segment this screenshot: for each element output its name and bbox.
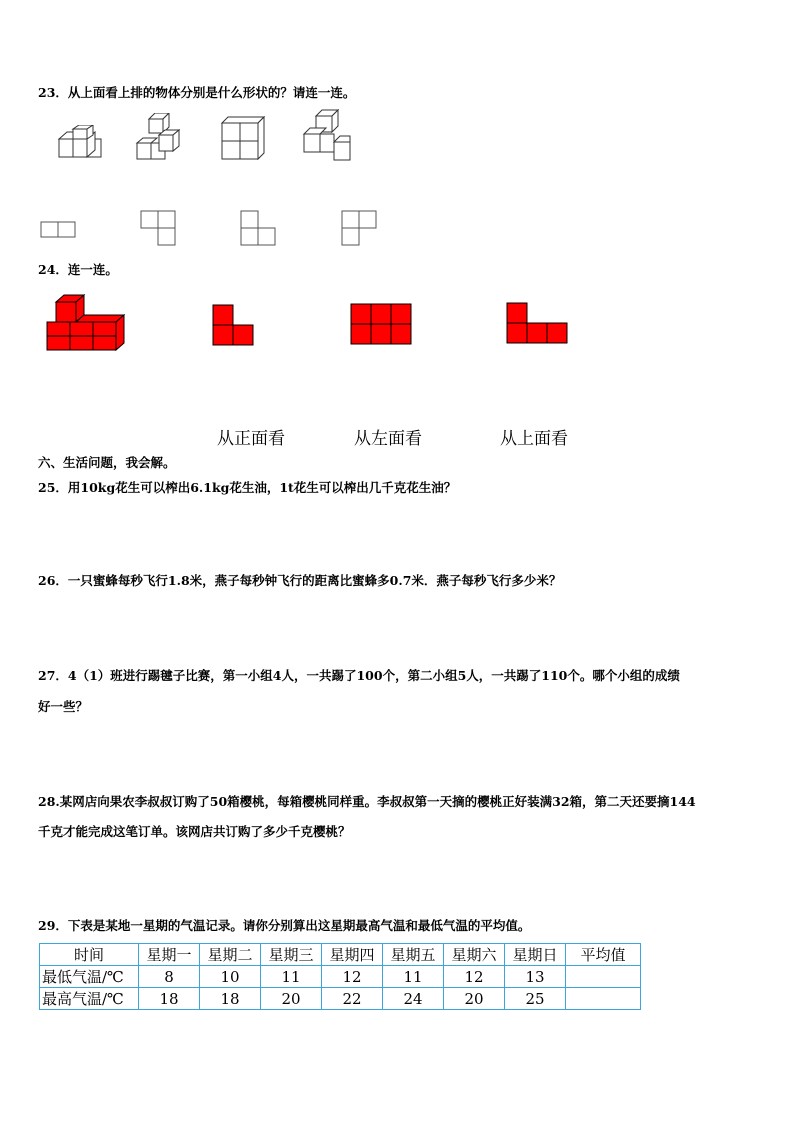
question-29: 29．下表是某地一星期的气温记录。请你分别算出这星期最高气温和最低气温的平均值。 [38, 918, 531, 933]
table-cell-average[interactable] [566, 988, 641, 1010]
table-header-cell: 星期四 [322, 944, 383, 966]
question-27-line2: 好一些？ [38, 699, 89, 714]
table-cell: 24 [383, 988, 444, 1010]
table-header-cell: 星期五 [383, 944, 444, 966]
table-cell: 20 [261, 988, 322, 1010]
question-25: 25．用10kg花生可以榨出6.1kg花生油，1t花生可以榨出几千克花生油？ [38, 480, 457, 495]
section-6-heading: 六、生活问题，我会解。 [38, 455, 176, 470]
table-cell: 8 [139, 966, 200, 988]
red-cube-structure [44, 292, 128, 354]
label-top-view: 从上面看 [500, 429, 568, 449]
cube-figure-1 [55, 125, 105, 161]
table-header-cell: 时间 [40, 944, 139, 966]
label-front-view: 从正面看 [217, 429, 285, 449]
table-header-cell: 星期二 [200, 944, 261, 966]
table-cell: 20 [444, 988, 505, 1010]
question-23: 23．从上面看上排的物体分别是什么形状的？请连一连。 [38, 85, 356, 100]
cube-figure-3 [220, 115, 270, 161]
view-shape-3 [506, 302, 570, 346]
label-left-view: 从左面看 [354, 429, 422, 449]
table-cell: 11 [383, 966, 444, 988]
table-cell: 12 [444, 966, 505, 988]
table-cell-average[interactable] [566, 966, 641, 988]
top-view-1 [40, 220, 76, 240]
table-header-row [40, 944, 641, 966]
table-cell: 25 [505, 988, 566, 1010]
table-cell: 18 [139, 988, 200, 1010]
table-cell: 22 [322, 988, 383, 1010]
table-header-cell: 星期六 [444, 944, 505, 966]
table-cell: 13 [505, 966, 566, 988]
question-28-line2: 千克才能完成这笔订单。该网店共订购了多少千克樱桃？ [38, 824, 351, 839]
table-header-cell: 平均值 [566, 944, 641, 966]
top-view-4 [341, 210, 377, 248]
cube-figure-4 [300, 108, 356, 164]
table-header-cell: 星期一 [139, 944, 200, 966]
top-view-3 [240, 210, 276, 248]
table-row [40, 966, 641, 988]
view-shape-1 [212, 304, 256, 346]
table-header-cell: 星期日 [505, 944, 566, 966]
table-cell: 11 [261, 966, 322, 988]
view-shape-2 [350, 303, 414, 345]
table-cell: 10 [200, 966, 261, 988]
table-row-label: 最低气温/℃ [40, 966, 139, 988]
top-view-2 [140, 210, 176, 248]
question-27-line1: 27．4（1）班进行踢毽子比赛，第一小组4人，一共踢了100个，第二小组5人，一共踢了110个。哪个小组的成绩 [38, 668, 680, 683]
question-24: 24．连一连。 [38, 262, 118, 277]
cube-figure-2 [135, 113, 185, 165]
table-row [40, 988, 641, 1010]
question-28-line1: 28.某网店向果农李叔叔订购了50箱樱桃，每箱樱桃同样重。李叔叔第一天摘的樱桃正好装满32箱，第二天还要摘144 [38, 794, 696, 809]
table-row-label: 最高气温/℃ [40, 988, 139, 1010]
table-header-cell: 星期三 [261, 944, 322, 966]
temperature-table [39, 943, 641, 1010]
table-cell: 18 [200, 988, 261, 1010]
table-cell: 12 [322, 966, 383, 988]
question-26: 26．一只蜜蜂每秒飞行1.8米，燕子每秒钟飞行的距离比蜜蜂多0.7米．燕子每秒飞行多少米？ [38, 573, 562, 588]
